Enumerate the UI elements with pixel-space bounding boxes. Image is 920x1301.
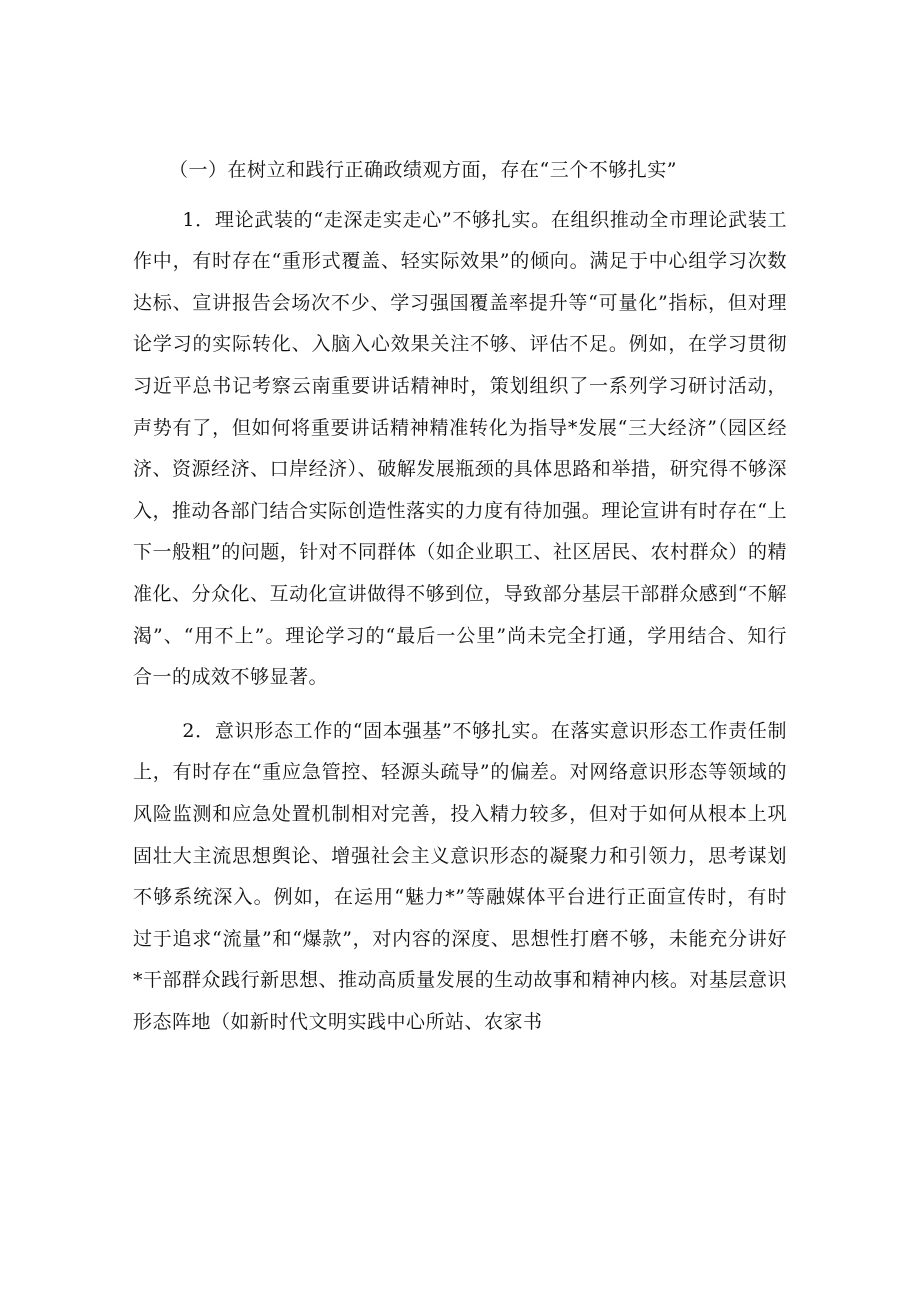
paragraph-2: 2．意识形态工作的“固本强基”不够扎实。在落实意识形态工作责任制上，有时存在“重应急管控、轻源头疏导”的偏差。对网络意识形态等领域的风险监测和应急处置机制相对完善，投入精力较多，但对于如何从根本上巩固壮大主流思想舆论、增强社会主义意识形态的凝聚力和引领力，思考谋划不够系统深入。例如，在运用“魅力*”等融媒体平台进行正面宣传时，有时过于追求“流量”和“爆款”，对内容的深度、思想性打磨不够，未能充分讲好*干部群众践行新思想、推动高质量发展的生动故事和精神内核。对基层意识形态阵地（如新时代文明实践中心所站、农家书 [133, 719, 787, 1033]
section-heading: （一）在树立和践行正确政绩观方面，存在“三个不够扎实” [169, 159, 677, 181]
document-body [133, 150, 787, 1055]
paragraph-1: 1．理论武装的“走深走实走心”不够扎实。在组织推动全市理论武装工作中，有时存在“重形式覆盖、轻实际效果”的倾向。满足于中心组学习次数达标、宣讲报告会场次不少、学习强国覆盖率提升等“可量化”指标，但对理论学习的实际转化、入脑入心效果关注不够、评估不足。例如，在学习贯彻习近平总书记考察云南重要讲话精神时，策划组织了一系列学习研讨活动，声势有了，但如何将重要讲话精神精准转化为指导*发展“三大经济”（园区经济、资源经济、口岸经济）、破解发展瓶颈的具体思路和举措，研究得不够深入，推动各部门结合实际创造性落实的力度有待加强。理论宣讲有时存在“上下一般粗”的问题，针对不同群体（如企业职工、社区居民、农村群众）的精准化、分众化、互动化宣讲做得不够到位，导致部分基层干部群众感到“不解渴”、“用不上”。理论学习的“最后一公里”尚未完全打通，学用结合、知行合一的成效不够显著。 [133, 208, 787, 689]
